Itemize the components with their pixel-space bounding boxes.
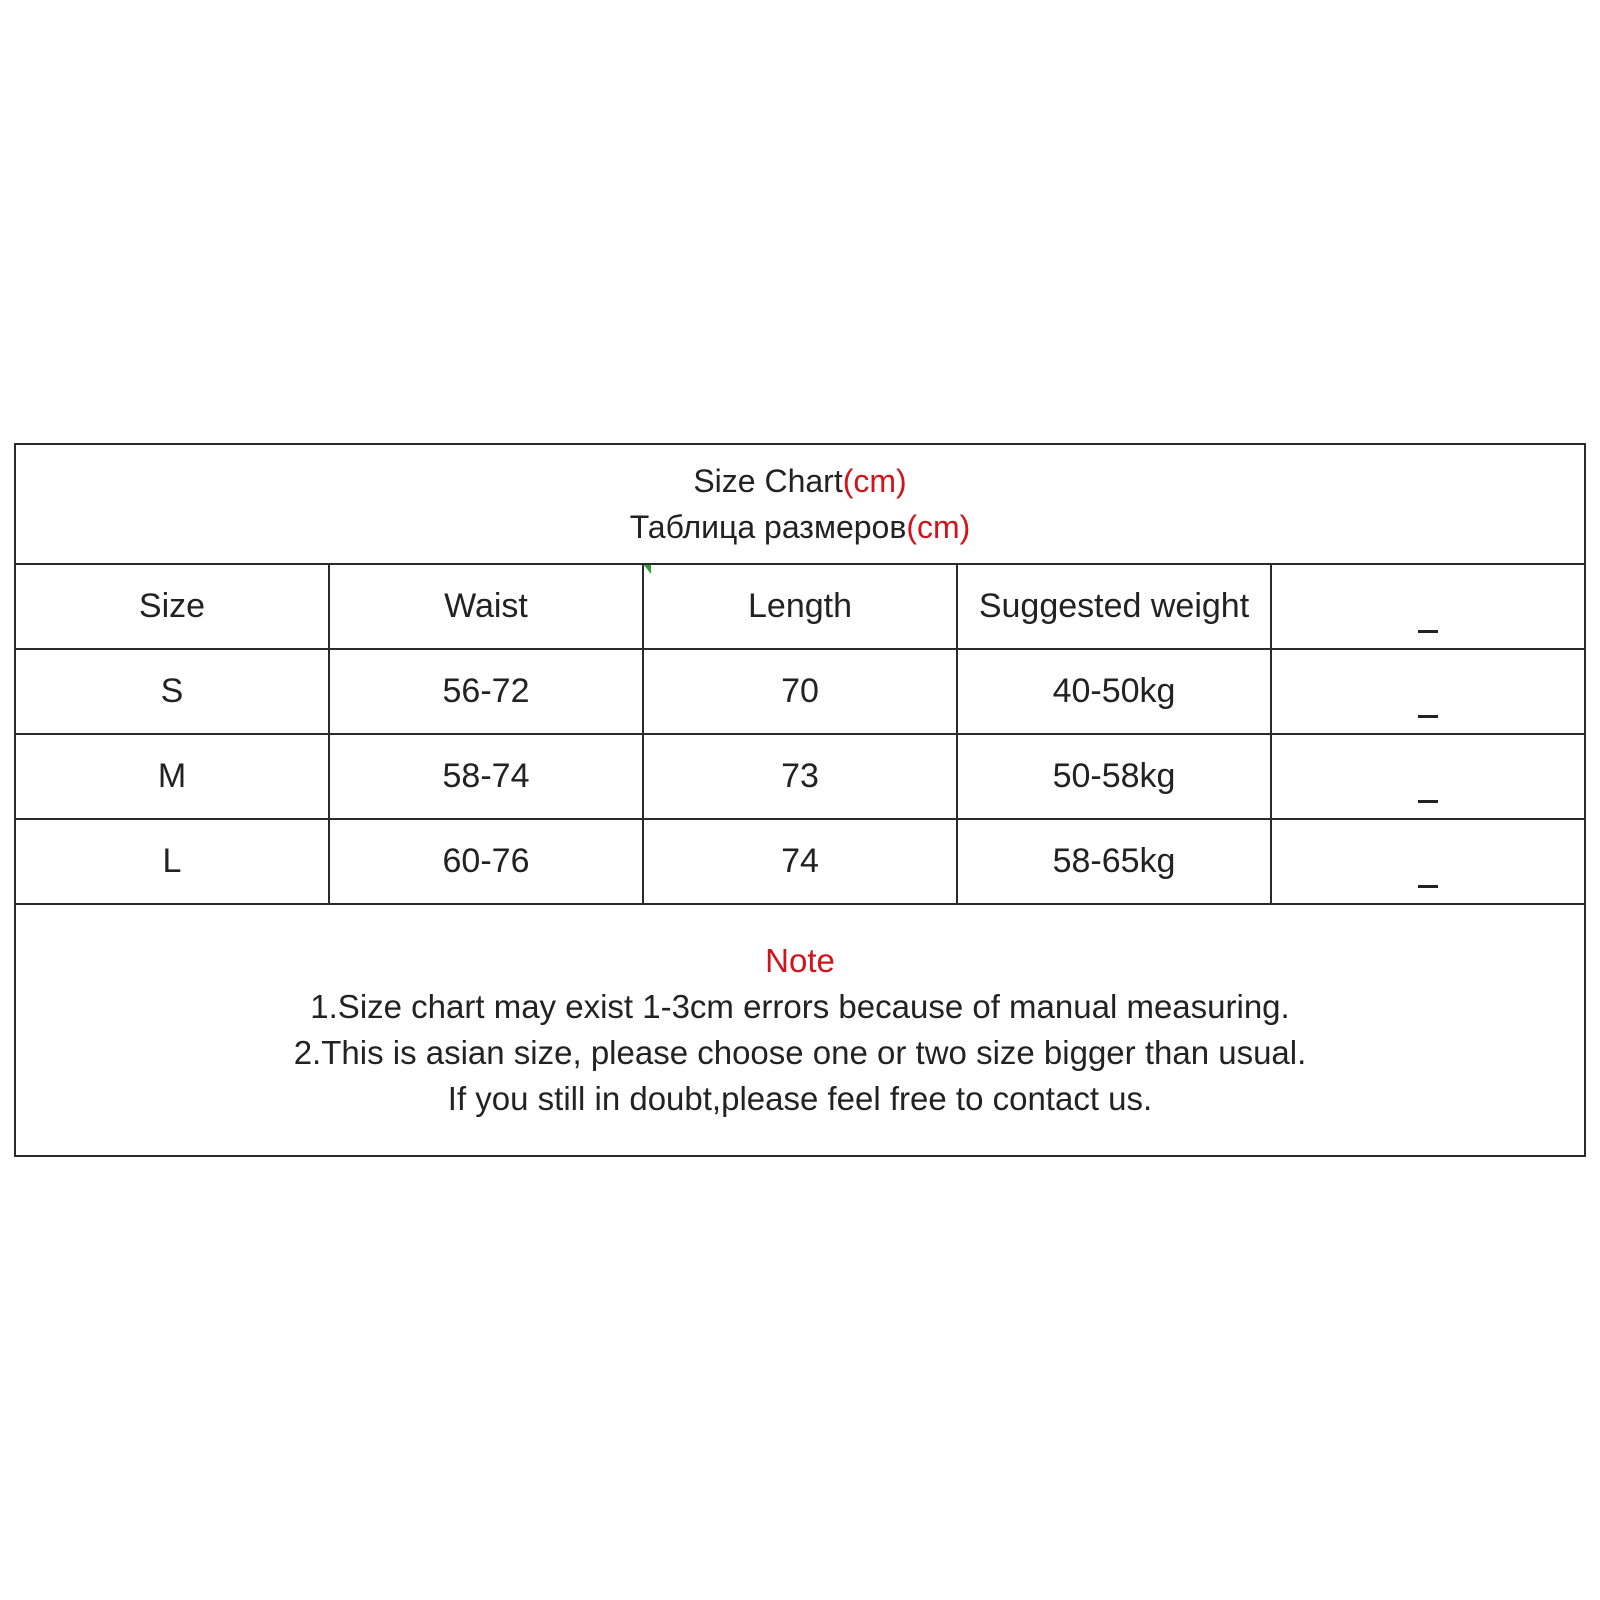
note-line-1: 1.Size chart may exist 1-3cm errors because of manual measuring. bbox=[310, 988, 1290, 1025]
table-row bbox=[15, 734, 1585, 819]
cell-waist: 58-74 bbox=[329, 734, 643, 819]
header-length-label: Length bbox=[748, 587, 852, 625]
header-suggested-weight: Suggested weight bbox=[957, 564, 1271, 649]
table-row bbox=[15, 819, 1585, 904]
title-unit-english: (cm) bbox=[842, 463, 907, 499]
table-header-row bbox=[15, 564, 1585, 649]
note-heading: Note bbox=[765, 942, 835, 979]
cell-weight: 50-58kg bbox=[957, 734, 1271, 819]
cell-size: L bbox=[15, 819, 329, 904]
header-length bbox=[643, 564, 957, 649]
title-unit-russian: (cm) bbox=[906, 509, 971, 545]
cell-extra bbox=[1271, 819, 1585, 904]
cell-size: S bbox=[15, 649, 329, 734]
cell-length: 70 bbox=[643, 649, 957, 734]
size-chart-table bbox=[14, 443, 1586, 1157]
title-russian-line bbox=[16, 504, 1584, 550]
cell-length: 73 bbox=[643, 734, 957, 819]
table-row bbox=[15, 649, 1585, 734]
header-extra bbox=[1271, 564, 1585, 649]
title-row bbox=[15, 444, 1585, 564]
note-line-2: 2.This is asian size, please choose one or two size bigger than usual. bbox=[293, 1034, 1307, 1071]
cell-size: M bbox=[15, 734, 329, 819]
chart-title bbox=[15, 444, 1585, 564]
cell-length: 74 bbox=[643, 819, 957, 904]
cell-weight: 58-65kg bbox=[957, 819, 1271, 904]
title-english-line bbox=[16, 458, 1584, 504]
cell-extra bbox=[1271, 649, 1585, 734]
cell-marker-icon bbox=[644, 565, 651, 574]
header-size: Size bbox=[15, 564, 329, 649]
note-section bbox=[15, 904, 1585, 1156]
cell-weight: 40-50kg bbox=[957, 649, 1271, 734]
header-waist: Waist bbox=[329, 564, 643, 649]
note-line-3: If you still in doubt,please feel free to contact us. bbox=[447, 1080, 1153, 1117]
dash-mark bbox=[1418, 715, 1438, 718]
cell-extra bbox=[1271, 734, 1585, 819]
dash-mark bbox=[1418, 630, 1438, 633]
title-russian: Таблица размеров bbox=[629, 509, 907, 545]
dash-mark bbox=[1418, 885, 1438, 888]
cell-waist: 60-76 bbox=[329, 819, 643, 904]
note-row bbox=[15, 904, 1585, 1156]
title-english: Size Chart bbox=[693, 463, 843, 499]
cell-waist: 56-72 bbox=[329, 649, 643, 734]
dash-mark bbox=[1418, 800, 1438, 803]
